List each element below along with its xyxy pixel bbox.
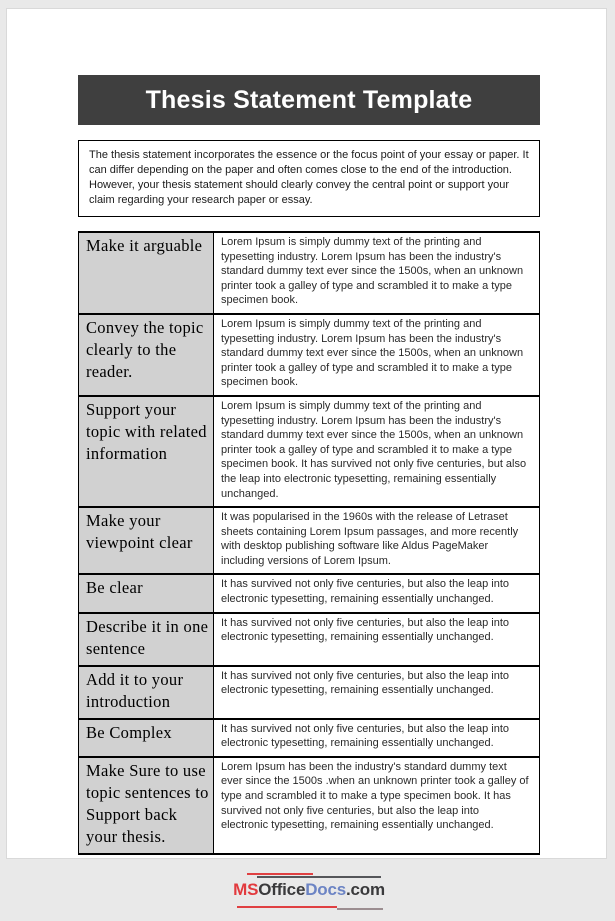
row-text: Lorem Ipsum has been the industry's standard dummy text ever since the 1500s .when an unknown printer took a galley of type and scrambled it to make a type specimen book. It has survived not only five centuries, but also the leap into electronic typesetting, remaining essentially unchanged.	[214, 757, 540, 854]
row-text: Lorem Ipsum is simply dummy text of the printing and typesetting industry. Lorem Ipsum has been the industry's standard dummy text ever since the 1500s, when an unknown printer took a galley of type and scrambled it to make a type specimen book.	[214, 314, 540, 396]
logo-part-office: Office	[258, 879, 306, 899]
logo-text	[233, 880, 385, 900]
document-page	[6, 8, 607, 899]
row-label: Convey the topic clearly to the reader.	[79, 314, 214, 396]
row-label: Add it to your introduction	[79, 666, 214, 719]
row-text: It has survived not only five centuries, but also the leap into electronic typesetting, remaining essentially unchanged.	[214, 666, 540, 719]
logo-rule-gray-top	[257, 876, 381, 878]
msofficedocs-logo	[233, 873, 385, 921]
table-row	[79, 719, 540, 757]
logo-rule-red-top	[247, 873, 313, 875]
row-label: Be clear	[79, 574, 214, 612]
intro-paragraph: The thesis statement incorporates the essence or the focus point of your essay or paper. It can differ depending on the paper and often comes close to the end of the introduction. However, your thesis statement should clearly convey the central point or support your claim regarding your research paper or essay.	[89, 149, 529, 206]
table-row	[79, 757, 540, 854]
logo-part-com: .com	[345, 879, 385, 899]
page-content	[78, 9, 540, 921]
row-text: It has survived not only five centuries, but also the leap into electronic typesetting, remaining essentially unchanged.	[214, 613, 540, 666]
logo-rule-red-bottom	[237, 906, 337, 908]
row-label: Describe it in one sentence	[79, 613, 214, 666]
logo-rule-gray-bottom	[337, 908, 383, 910]
row-label: Be Complex	[79, 719, 214, 757]
page-title: Thesis Statement Template	[145, 85, 473, 114]
row-label: Make your viewpoint clear	[79, 507, 214, 574]
thesis-tips-table	[78, 231, 540, 855]
row-text: It has survived not only five centuries, but also the leap into electronic typesetting, remaining essentially unchanged.	[214, 719, 540, 757]
logo-part-docs: Docs	[305, 879, 346, 899]
table-row	[79, 314, 540, 396]
table-row	[79, 396, 540, 507]
row-text: Lorem Ipsum is simply dummy text of the printing and typesetting industry. Lorem Ipsum has been the industry's standard dummy text ever since the 1500s, when an unknown printer took a galley of type and scrambled it to make a type specimen book.	[214, 232, 540, 314]
table-row	[79, 232, 540, 314]
row-label: Support your topic with related information	[79, 396, 214, 507]
row-label: Make it arguable	[79, 232, 214, 314]
logo-part-ms: MS	[233, 879, 259, 899]
table-row	[79, 507, 540, 574]
row-text: It was popularised in the 1960s with the release of Letraset sheets containing Lorem Ipsum passages, and more recently with desktop publishing software like Aldus PageMaker including versions of Lorem Ipsum.	[214, 507, 540, 574]
table-row	[79, 613, 540, 666]
table-row	[79, 574, 540, 612]
table-row	[79, 666, 540, 719]
title-banner	[78, 75, 540, 125]
row-label: Make Sure to use topic sentences to Support back your thesis.	[79, 757, 214, 854]
row-text: Lorem Ipsum is simply dummy text of the printing and typesetting industry. Lorem Ipsum has been the industry's standard dummy text ever since the 1500s, when an unknown printer took a galley of type and scrambled it to make a type specimen book. It has survived not only five centuries, but also the leap into electronic typesetting, remaining essentially unchanged.	[214, 396, 540, 507]
row-text: It has survived not only five centuries, but also the leap into electronic typesetting, remaining essentially unchanged.	[214, 574, 540, 612]
intro-paragraph-box	[78, 140, 540, 217]
